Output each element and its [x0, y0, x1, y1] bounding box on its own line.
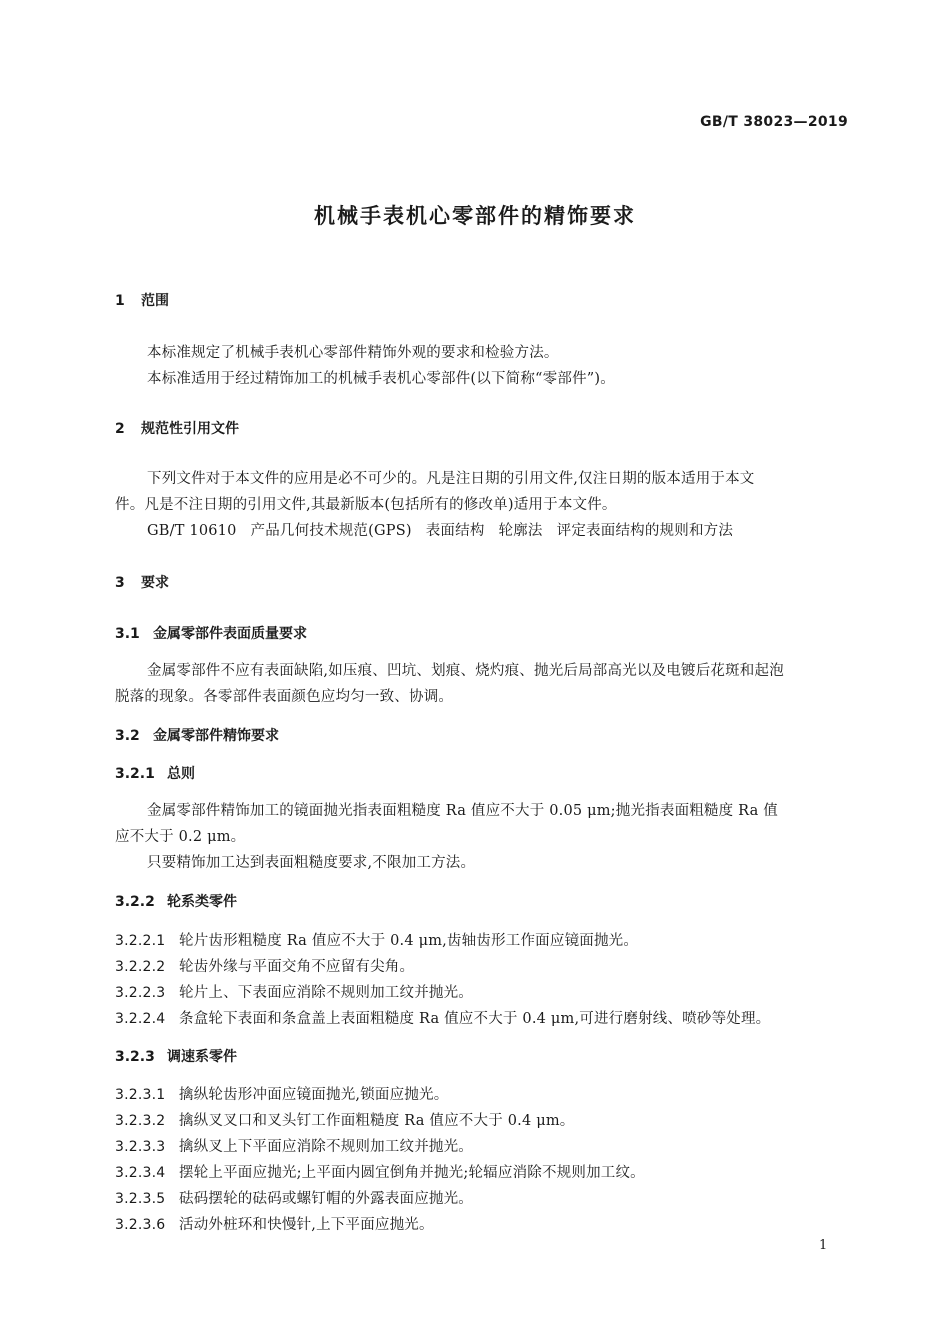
section-2-heading	[115, 418, 239, 438]
section-title: 轮系类零件	[167, 894, 237, 910]
item-number: 3.2.3.4	[115, 1165, 166, 1181]
paragraph: 本标准适用于经过精饰加工的机械手表机心零部件(以下简称“零部件”)。	[147, 371, 615, 387]
list-item	[115, 1161, 645, 1182]
list-item	[115, 1007, 770, 1028]
paragraph: 应不大于 0.2 μm。	[115, 829, 246, 845]
item-number: 3.2.3.3	[115, 1139, 166, 1155]
section-title: 要求	[141, 575, 169, 591]
paragraph: 下列文件对于本文件的应用是必不可少的。凡是注日期的引用文件,仅注日期的版本适用于本文	[147, 471, 755, 487]
section-number: 1	[115, 293, 125, 309]
item-text: 轮齿外缘与平面交角不应留有尖角。	[179, 959, 415, 975]
section-title: 规范性引用文件	[141, 421, 239, 437]
reference-code: GB/T 10610	[147, 523, 237, 539]
item-number: 3.2.2.3	[115, 985, 166, 1001]
list-item	[115, 1135, 473, 1156]
section-title: 调速系零件	[167, 1049, 237, 1065]
paragraph: 件。凡是不注日期的引用文件,其最新版本(包括所有的修改单)适用于本文件。	[115, 497, 617, 513]
paragraph: 脱落的现象。各零部件表面颜色应均匀一致、协调。	[115, 689, 454, 705]
section-number: 3	[115, 575, 125, 591]
section-number: 2	[115, 421, 125, 437]
item-text: 条盒轮下表面和条盒盖上表面粗糙度 Ra 值应不大于 0.4 μm,可进行磨射线、喷砂等处理。	[179, 1011, 771, 1027]
item-text: 砝码摆轮的砝码或螺钉帽的外露表面应抛光。	[179, 1191, 473, 1207]
reference-title-part: 轮廓法	[498, 523, 543, 539]
page-number: 1	[819, 1238, 828, 1253]
section-number: 3.2.1	[115, 766, 155, 782]
item-number: 3.2.3.5	[115, 1191, 166, 1207]
item-number: 3.2.2.2	[115, 959, 166, 975]
paragraph: 本标准规定了机械手表机心零部件精饰外观的要求和检验方法。	[147, 345, 559, 361]
section-title: 金属零部件精饰要求	[153, 728, 279, 744]
subsection-3-2-1-heading	[115, 763, 195, 783]
item-text: 擒纵叉叉口和叉头钉工作面粗糙度 Ra 值应不大于 0.4 μm。	[179, 1113, 575, 1129]
subsection-3-2-2-heading	[115, 891, 237, 911]
list-item	[115, 981, 473, 1002]
normative-reference	[147, 519, 733, 540]
section-3-heading	[115, 572, 169, 592]
item-number: 3.2.2.4	[115, 1011, 166, 1027]
list-item	[115, 1109, 574, 1130]
paragraph: 只要精饰加工达到表面粗糙度要求,不限加工方法。	[147, 855, 476, 871]
section-title: 金属零部件表面质量要求	[153, 626, 307, 642]
list-item	[115, 1213, 434, 1234]
subsection-3-2-3-heading	[115, 1046, 237, 1066]
section-number: 3.2.3	[115, 1049, 155, 1065]
paragraph: 金属零部件精饰加工的镜面抛光指表面粗糙度 Ra 值应不大于 0.05 μm;抛光指表面粗糙度 Ra 值	[147, 803, 778, 819]
item-text: 轮片齿形粗糙度 Ra 值应不大于 0.4 μm,齿轴齿形工作面应镜面抛光。	[179, 933, 639, 949]
section-title: 范围	[141, 293, 169, 309]
reference-title-part: 产品几何技术规范(GPS)	[250, 523, 412, 539]
section-number: 3.2	[115, 728, 140, 744]
section-number: 3.2.2	[115, 894, 155, 910]
section-number: 3.1	[115, 626, 140, 642]
document-title: 机械手表机心零部件的精饰要求	[314, 204, 636, 228]
list-item	[115, 1187, 473, 1208]
reference-title-part: 评定表面结构的规则和方法	[556, 523, 734, 539]
item-text: 擒纵叉上下平面应消除不规则加工纹并抛光。	[179, 1139, 473, 1155]
standard-code: GB/T 38023—2019	[700, 114, 848, 130]
list-item	[115, 929, 638, 950]
item-number: 3.2.3.2	[115, 1113, 166, 1129]
item-text: 活动外桩环和快慢针,上下平面应抛光。	[179, 1217, 434, 1233]
subsection-3-1-heading	[115, 623, 307, 643]
item-number: 3.2.2.1	[115, 933, 166, 949]
list-item	[115, 955, 414, 976]
item-text: 摆轮上平面应抛光;上平面内圆宜倒角并抛光;轮辐应消除不规则加工纹。	[179, 1165, 645, 1181]
subsection-3-2-heading	[115, 725, 279, 745]
item-text: 轮片上、下表面应消除不规则加工纹并抛光。	[179, 985, 473, 1001]
item-text: 擒纵轮齿形冲面应镜面抛光,锁面应抛光。	[179, 1087, 449, 1103]
section-1-heading	[115, 290, 169, 310]
item-number: 3.2.3.1	[115, 1087, 166, 1103]
paragraph: 金属零部件不应有表面缺陷,如压痕、凹坑、划痕、烧灼痕、抛光后局部高光以及电镀后花斑和起泡	[147, 663, 784, 679]
list-item	[115, 1083, 448, 1104]
item-number: 3.2.3.6	[115, 1217, 166, 1233]
section-title: 总则	[167, 766, 195, 782]
reference-title-part: 表面结构	[425, 523, 485, 539]
